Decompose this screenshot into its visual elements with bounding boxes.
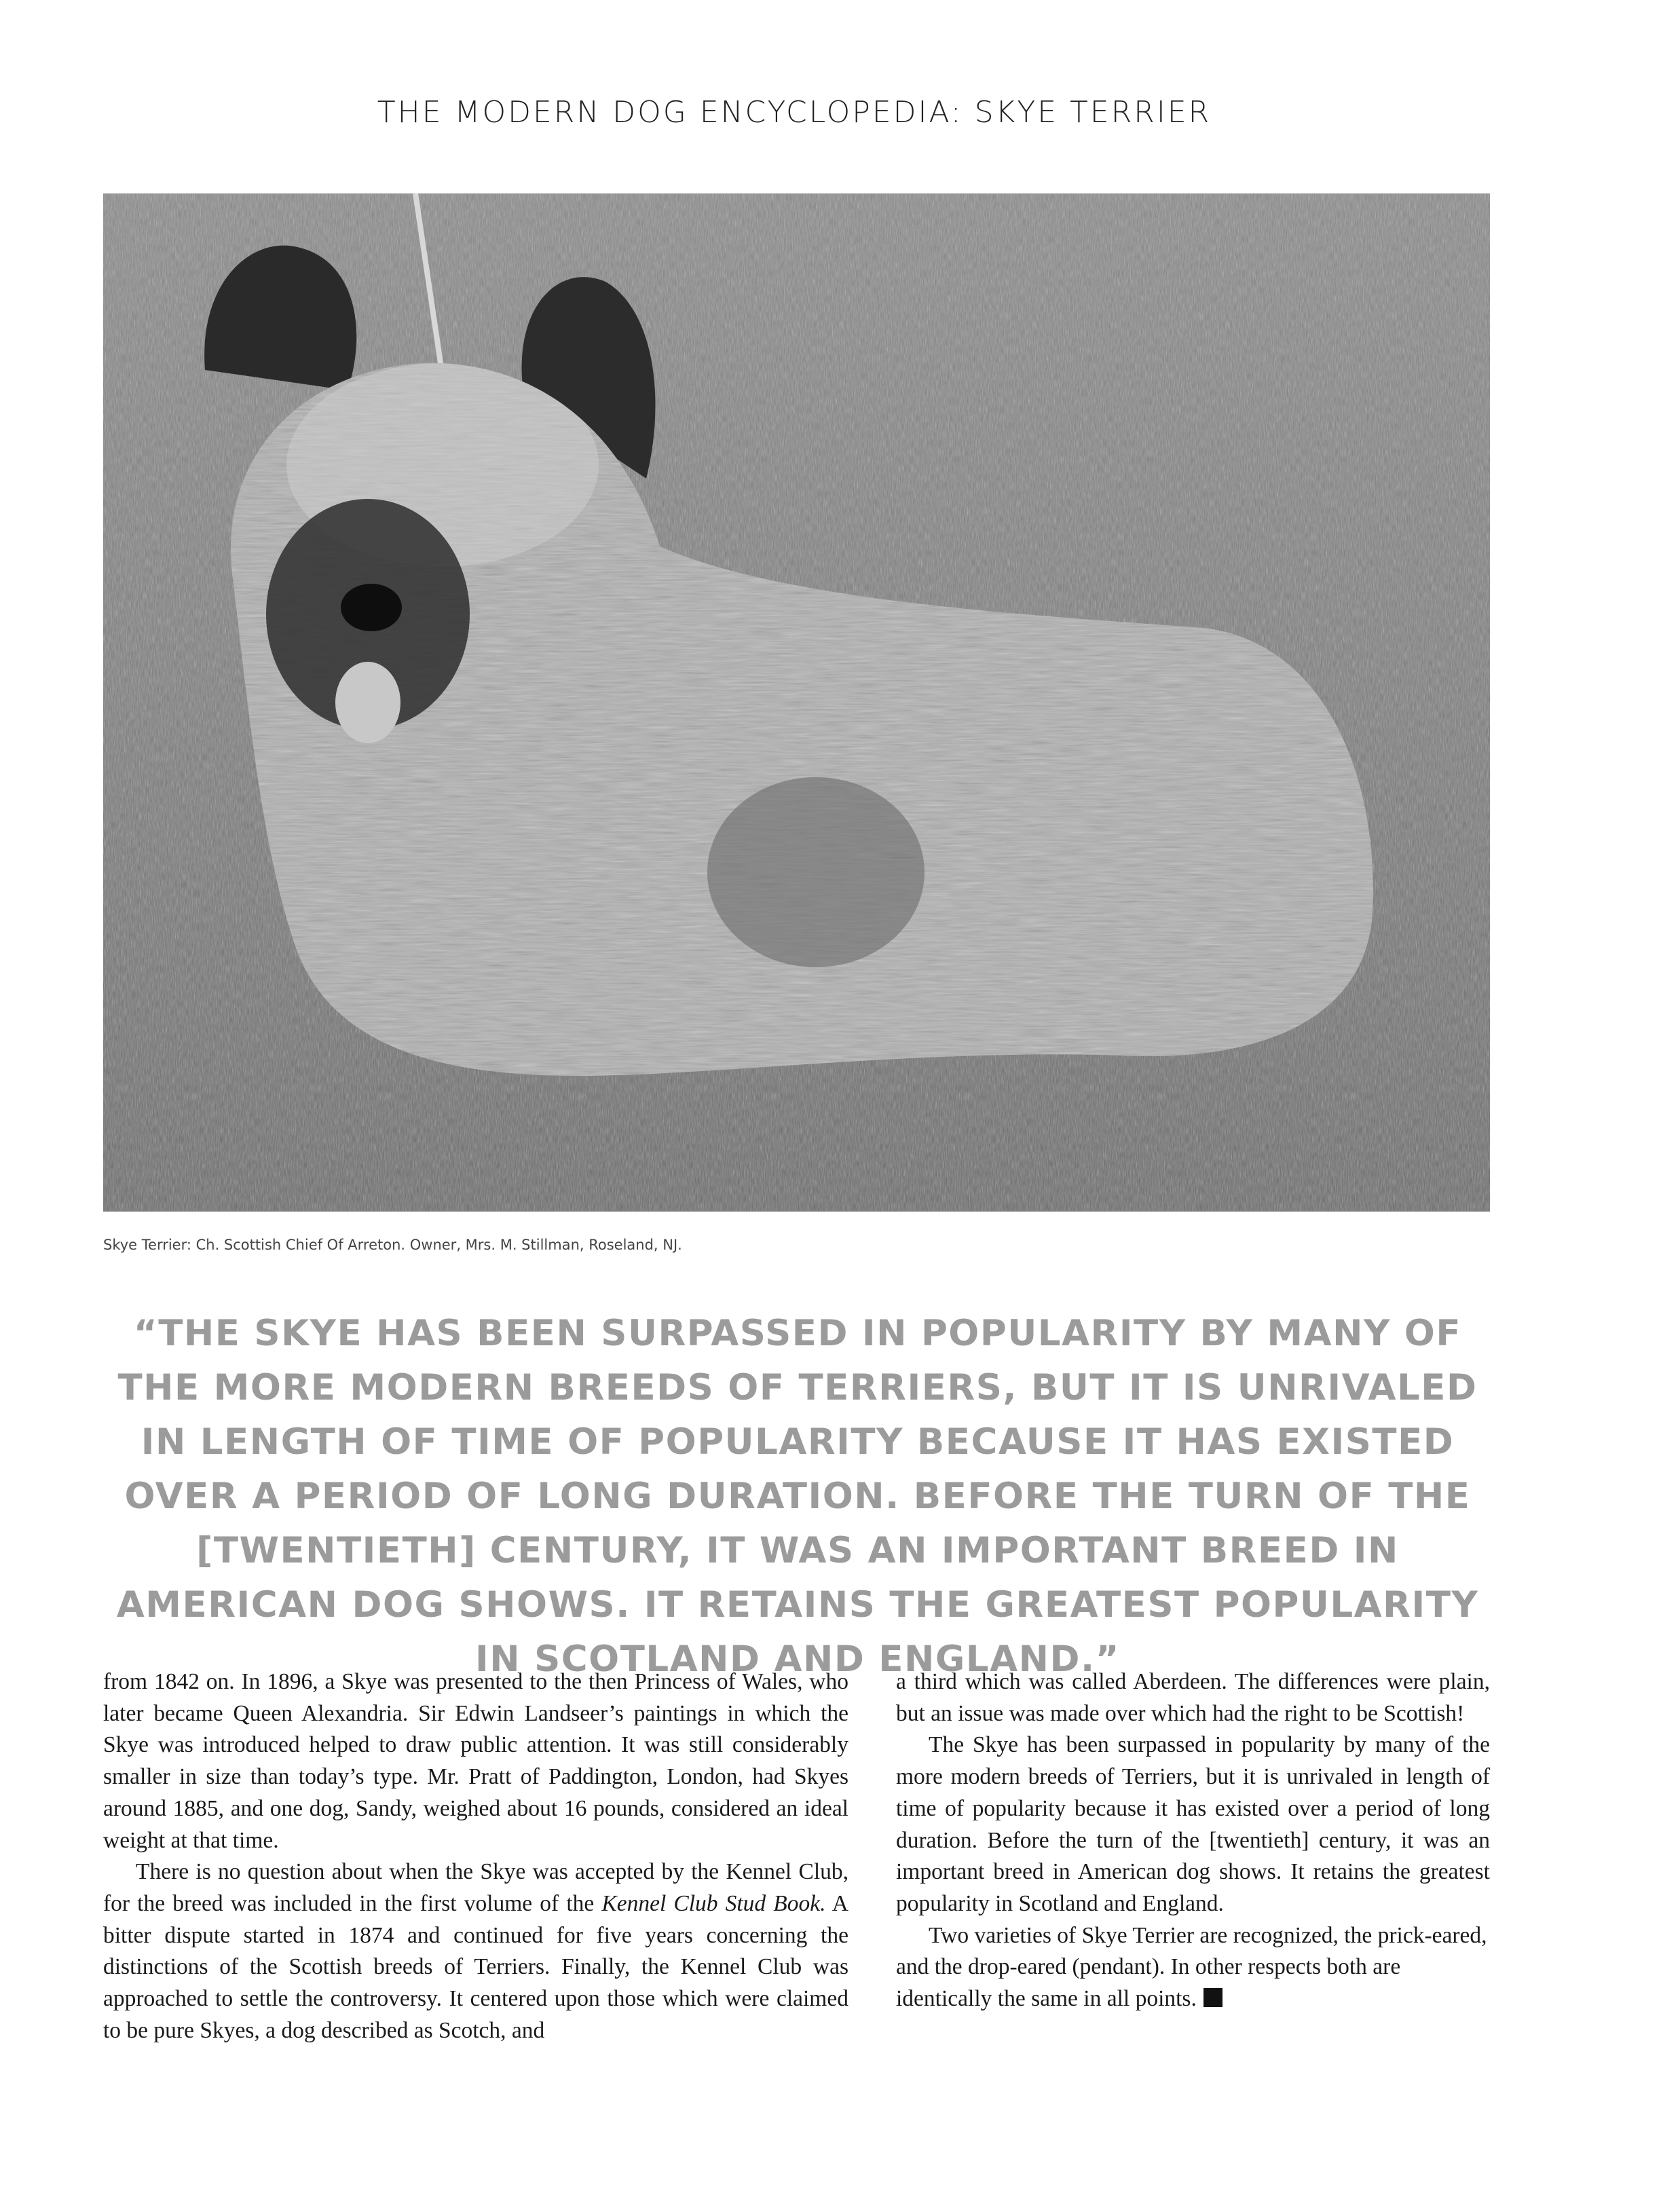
body-column-right [896, 1666, 1490, 2015]
dog-tongue [335, 662, 400, 743]
skye-terrier-photo [103, 193, 1490, 1212]
pull-quote: “THE SKYE HAS BEEN SURPASSED IN POPULARITY BY MANY OF THE MORE MODERN BREEDS OF TERRIERS, BUT IT IS UNRIVALED IN LENGTH OF TIME OF POPULARITY BECAUSE IT HAS EXISTED OVER A PERIOD OF LONG DURATION. BEFORE THE TURN OF THE [TWENTIETH] CENTURY, IT WAS AN IMPORTANT BREED IN AMERICAN DOG SHOWS. IT RETAINS THE GREATEST POPULARITY IN SCOTLAND AND ENGLAND.” [116, 1313, 1479, 1680]
body-column-left [103, 1666, 848, 2046]
paragraph-text: Two varieties of Skye Terrier are recognized, the prick-eared, and the drop-eared (pendant). In other respects both are identically the same in all points. [896, 1922, 1487, 2012]
paragraph [103, 1856, 848, 2046]
paragraph [896, 1920, 1490, 2015]
paragraph-text: A bitter dispute started in 1874 and continued for five years concerning the distinctions of the Scottish breeds of Terriers. Finally, the Kennel Club was approached to settle the controversy. It centered upon those which were claimed to be pure Skyes, a dog described as Scotch, and [103, 1890, 848, 2043]
paragraph: a third which was called Aberdeen. The differences were plain, but an issue was made over which had the right to be Scottish! [896, 1669, 1490, 1726]
page-header: THE MODERN DOG ENCYCLOPEDIA: SKYE TERRIER [377, 95, 1212, 130]
photo-caption: Skye Terrier: Ch. Scottish Chief Of Arreton. Owner, Mrs. M. Stillman, Roseland, NJ. [103, 1237, 682, 1253]
paragraph-text: There is no question about when the Skye was accepted by the Kennel Club, for the breed was included in the first volume of the [103, 1859, 848, 1916]
paragraph: from 1842 on. In 1896, a Skye was presented to the then Princess of Wales, who later became Queen Alexandria. Sir Edwin Landseer’s paintings in which the Skye was introduced helped to draw public attention. It was still considerably smaller in size than today’s type. Mr. Pratt of Paddington, London, had Skyes around 1885, and one dog, Sandy, weighed about 16 pounds, considered an ideal weight at that time. [103, 1669, 848, 1853]
dog-nose [341, 584, 402, 631]
paragraph: The Skye has been surpassed in popularity by many of the more modern breeds of Terriers, but it is unrivaled in length of time of popularity because it has existed over a period of long duration. Before the turn of the [twentieth] century, it was an important breed in American dog shows. It retains the greatest popularity in Scotland and England. [896, 1732, 1490, 1916]
book-title: Kennel Club Stud Book. [601, 1890, 826, 1916]
end-mark-icon [1203, 1988, 1222, 2007]
